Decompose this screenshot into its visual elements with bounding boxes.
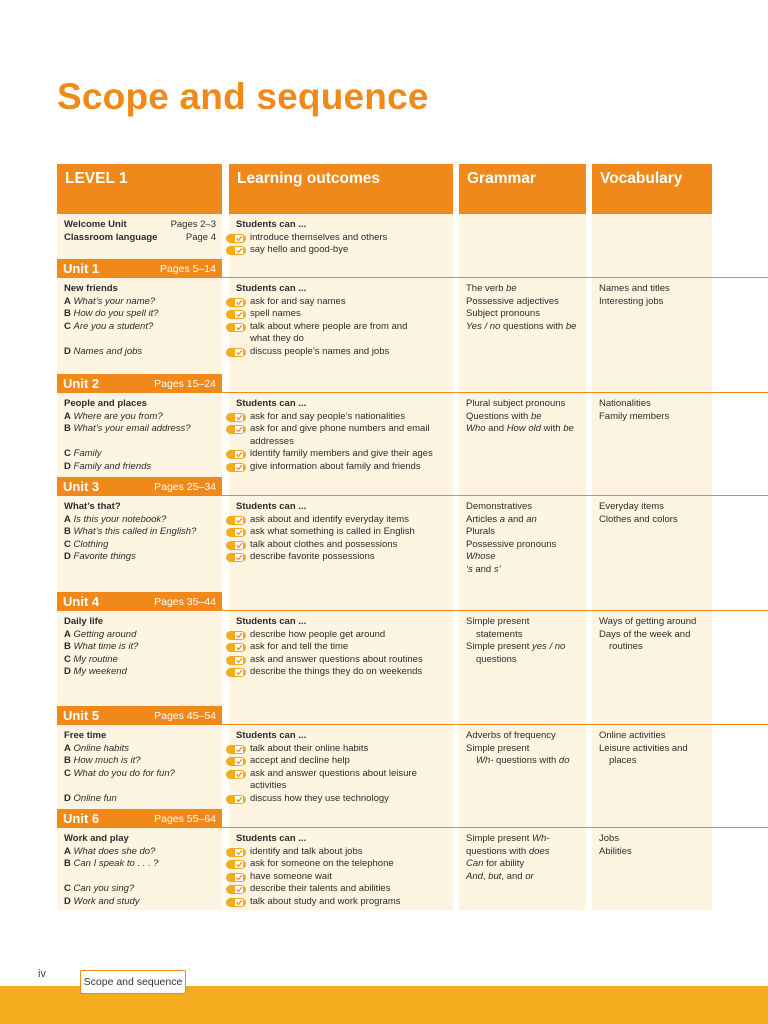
lesson-item [64, 423, 219, 436]
classroom-language-row [64, 232, 216, 245]
lesson-text: Online fun [73, 792, 117, 804]
lesson-text: Is this your notebook? [73, 513, 167, 525]
welcome-rows [64, 219, 216, 244]
outcome-text: talk about clothes and possessions [250, 538, 398, 550]
checkmark-icon [226, 348, 246, 357]
grammar-item: Plurals [466, 526, 496, 538]
lesson-text: My routine [73, 653, 118, 665]
lesson-item [64, 296, 219, 309]
checkmark-icon [226, 541, 246, 550]
vocabulary-list [599, 398, 759, 423]
grammar-list [466, 283, 588, 333]
lesson-letter: C [64, 883, 71, 895]
header-learning-outcomes: Learning outcomes [229, 164, 453, 214]
lesson-item [64, 526, 219, 539]
spacer [64, 333, 219, 346]
students-can-label: Students can ... [236, 283, 307, 294]
welcome-unit-label: Welcome Unit [64, 219, 127, 230]
lesson-item [64, 846, 219, 859]
checkmark-icon [226, 668, 246, 677]
unit-label: Unit 2 [63, 376, 100, 391]
outcome-item [236, 654, 456, 667]
vocabulary-item: Family members [599, 410, 670, 422]
vocabulary-list [599, 833, 759, 858]
unit-pages: Pages 45–54 [154, 709, 216, 722]
students-can-label: Students can ... [236, 833, 307, 844]
lesson-text: What’s this called in English? [73, 526, 197, 538]
spacer [64, 436, 219, 449]
outcome-text: ask and answer questions about routines [250, 653, 423, 665]
checkmark-icon [226, 757, 246, 766]
checkmark-icon [226, 310, 246, 319]
unit-divider [222, 827, 768, 828]
lesson-text: Work and study [73, 895, 140, 907]
lesson-item [64, 551, 219, 564]
outcome-text: ask for and say names [250, 295, 346, 307]
checkmark-icon [226, 323, 246, 332]
grammar-list [466, 398, 588, 436]
outcome-text: talk about their online habits [250, 742, 369, 754]
grammar-item: Simple present [466, 742, 530, 754]
vocabulary-item: Names and titles [599, 283, 670, 294]
students-can-label: Students can ... [236, 730, 307, 741]
lesson-title: Daily life [64, 616, 104, 627]
grammar-item: Possessive adjectives [466, 295, 559, 307]
unit-pages: Pages 15–24 [154, 377, 216, 390]
grammar-item: ’s and s’ [466, 563, 501, 575]
checkmark-icon [226, 898, 246, 907]
outcome-item [236, 871, 456, 884]
outcome-item [236, 232, 456, 245]
unit-label: Unit 4 [63, 594, 100, 609]
outcome-list [236, 398, 456, 474]
lesson-item [64, 308, 219, 321]
grammar-list [466, 730, 588, 768]
outcome-continuation: addresses [250, 435, 294, 447]
outcome-item [236, 296, 456, 309]
outcome-text: discuss how they use technology [250, 792, 389, 804]
lesson-title: Free time [64, 730, 107, 741]
outcome-continuation: activities [250, 780, 287, 792]
outcome-text: accept and decline help [250, 755, 350, 767]
grammar-item: Simple present yes / no [466, 641, 566, 653]
outcome-text: describe the things they do on weekends [250, 666, 423, 678]
lesson-letter: B [64, 641, 71, 653]
spacer [64, 780, 219, 793]
outcome-item [236, 321, 456, 334]
outcome-text: ask for and tell the time [250, 641, 349, 653]
outcome-list [236, 501, 456, 564]
outcome-item [236, 551, 456, 564]
checkmark-icon [226, 413, 246, 422]
grammar-item: Adverbs of frequency [466, 730, 556, 741]
vocabulary-item: Everyday items [599, 501, 664, 512]
checkmark-icon [226, 425, 246, 434]
grammar-item: Can for ability [466, 858, 525, 870]
vocabulary-item: Jobs [599, 833, 620, 844]
outcome-text: ask about and identify everyday items [250, 513, 409, 525]
checkmark-icon [226, 745, 246, 754]
lesson-letter: B [64, 755, 71, 767]
outcome-text: introduce themselves and others [250, 231, 388, 243]
lesson-text: Are you a student? [73, 320, 154, 332]
outcome-item [236, 411, 456, 424]
outcome-item [236, 846, 456, 859]
lesson-letter: A [64, 513, 71, 525]
lesson-letter: C [64, 448, 71, 460]
grammar-item: Yes / no questions with be [466, 320, 577, 332]
students-can-label: Students can ... [236, 501, 307, 512]
lesson-item [64, 514, 219, 527]
lesson-letter: C [64, 767, 71, 779]
outcome-item [236, 858, 456, 871]
unit-divider [222, 495, 768, 496]
outcome-item [236, 308, 456, 321]
lesson-letter: A [64, 845, 71, 857]
grammar-item: Plural subject pronouns [466, 398, 566, 409]
outcome-text: spell names [250, 308, 301, 320]
spacer [64, 871, 219, 884]
lesson-item [64, 461, 219, 474]
lesson-text: What do you do for fun? [73, 767, 175, 779]
lesson-title: People and places [64, 398, 147, 409]
vocabulary-item: routines [609, 641, 643, 653]
outcome-text: identify and talk about jobs [250, 845, 363, 857]
lesson-list [64, 283, 219, 359]
unit-divider [222, 724, 768, 725]
outcome-text: ask and answer questions about leisure [250, 767, 417, 779]
checkmark-icon [226, 770, 246, 779]
lesson-letter: D [64, 792, 71, 804]
vocabulary-item: Days of the week and [599, 628, 691, 640]
checkmark-icon [226, 848, 246, 857]
grammar-list [466, 833, 588, 883]
lesson-text: What does she do? [73, 845, 156, 857]
lesson-text: Where are you from? [73, 410, 163, 422]
outcome-list [236, 730, 456, 806]
checkmark-icon [226, 234, 246, 243]
lesson-title: What’s that? [64, 501, 121, 512]
unit-header-bar [57, 706, 222, 725]
grammar-item: Simple present Wh- [466, 833, 550, 844]
lesson-text: Online habits [73, 742, 129, 754]
unit-label: Unit 3 [63, 479, 100, 494]
grammar-item: Whose [466, 551, 496, 563]
checkmark-icon [226, 516, 246, 525]
lesson-letter: B [64, 858, 71, 870]
outcome-item [236, 514, 456, 527]
vocabulary-item: Leisure activities and [599, 742, 688, 754]
lesson-list [64, 398, 219, 474]
outcome-text: talk about study and work programs [250, 895, 401, 907]
lesson-item [64, 768, 219, 781]
vocabulary-item: Interesting jobs [599, 295, 664, 307]
outcome-item [236, 793, 456, 806]
outcome-text: describe their talents and abilities [250, 883, 391, 895]
lesson-item [64, 858, 219, 871]
lesson-list [64, 833, 219, 909]
unit-pages: Pages 55–64 [154, 812, 216, 825]
lesson-item [64, 755, 219, 768]
outcome-item [236, 743, 456, 756]
lesson-text: Clothing [73, 538, 109, 550]
lesson-letter: B [64, 308, 71, 320]
outcome-text: describe how people get around [250, 628, 386, 640]
outcome-item [236, 666, 456, 679]
lesson-item [64, 793, 219, 806]
outcome-item [236, 539, 456, 552]
vocabulary-list [599, 501, 759, 526]
lesson-item [64, 641, 219, 654]
lesson-letter: B [64, 526, 71, 538]
students-can-label: Students can ... [236, 616, 307, 627]
page-number: iv [38, 968, 46, 980]
lesson-letter: C [64, 320, 71, 332]
outcome-text: identify family members and give their ages [250, 448, 433, 460]
lesson-text: Family [73, 448, 102, 460]
grammar-list [466, 501, 588, 577]
lesson-letter: D [64, 460, 71, 472]
welcome-outcomes [236, 219, 456, 257]
lesson-letter: D [64, 895, 71, 907]
checkmark-icon [226, 860, 246, 869]
welcome-row [64, 219, 216, 232]
welcome-unit-pages: Pages 2–3 [170, 219, 216, 230]
unit-divider [222, 392, 768, 393]
header-level: LEVEL 1 [57, 164, 222, 214]
grammar-item: Subject pronouns [466, 308, 540, 320]
unit-header-bar [57, 374, 222, 393]
lesson-letter: D [64, 666, 71, 678]
lesson-text: What’s your name? [73, 295, 156, 307]
outcome-list [236, 833, 456, 909]
grammar-item: Questions with be [466, 410, 542, 422]
grammar-item: questions [476, 653, 517, 665]
outcome-text: ask for and give phone numbers and email [250, 423, 430, 435]
lesson-title: Work and play [64, 833, 129, 844]
outcome-item [236, 526, 456, 539]
outcome-text: say hello and good-bye [250, 244, 349, 256]
lesson-text: What time is it? [73, 641, 139, 653]
checkmark-icon [226, 873, 246, 882]
outcome-item [236, 461, 456, 474]
outcome-text: have someone wait [250, 870, 332, 882]
unit-pages: Pages 5–14 [159, 262, 216, 275]
outcome-text: discuss people’s names and jobs [250, 345, 390, 357]
checkmark-icon [226, 656, 246, 665]
vocabulary-item: Nationalities [599, 398, 651, 409]
lesson-text: Family and friends [73, 460, 152, 472]
checkmark-icon [226, 885, 246, 894]
unit-divider [222, 610, 768, 611]
outcome-item [236, 768, 456, 781]
lesson-item [64, 654, 219, 667]
lesson-text: How do you spell it? [73, 308, 159, 320]
lesson-list [64, 501, 219, 564]
lesson-letter: C [64, 538, 71, 550]
outcome-text: ask for someone on the telephone [250, 858, 394, 870]
lesson-text: Getting around [73, 628, 137, 640]
lesson-letter: D [64, 551, 71, 563]
grammar-item: Wh- questions with do [476, 755, 570, 767]
outcome-list [236, 283, 456, 359]
vocabulary-list [599, 283, 759, 308]
unit-label: Unit 1 [63, 261, 100, 276]
lesson-item [64, 539, 219, 552]
lesson-item [64, 346, 219, 359]
outcome-item [236, 423, 456, 436]
unit-label: Unit 5 [63, 708, 100, 723]
vocabulary-item: places [609, 755, 637, 767]
unit-header-bar [57, 477, 222, 496]
outcome-text: describe favorite possessions [250, 551, 375, 563]
checkmark-icon [226, 528, 246, 537]
outcome-item [236, 346, 456, 359]
checkmark-icon [226, 298, 246, 307]
lesson-item [64, 743, 219, 756]
lesson-list [64, 616, 219, 679]
page-title: Scope and sequence [57, 76, 429, 117]
lesson-item [64, 411, 219, 424]
students-can-label: Students can ... [236, 219, 307, 230]
header-vocabulary: Vocabulary [592, 164, 712, 214]
lesson-letter: A [64, 410, 71, 422]
outcome-item [236, 629, 456, 642]
lesson-letter: C [64, 653, 71, 665]
grammar-item: Simple present [466, 616, 530, 627]
grammar-list [466, 616, 588, 666]
outcome-text: ask what something is called in English [250, 526, 415, 538]
unit-header-bar [57, 592, 222, 611]
lesson-item [64, 896, 219, 909]
grammar-item: Articles a and an [466, 513, 537, 525]
lesson-letter: A [64, 295, 71, 307]
checkmark-icon [226, 463, 246, 472]
vocabulary-item: Clothes and colors [599, 513, 678, 525]
grammar-item: questions with does [466, 845, 550, 857]
classroom-language-pages: Page 4 [185, 231, 216, 243]
outcome-list [236, 616, 456, 679]
outcome-item [236, 641, 456, 654]
vocabulary-list [599, 730, 759, 768]
checkmark-icon [226, 795, 246, 804]
lesson-text: Can you sing? [73, 883, 135, 895]
grammar-item: Possessive pronouns [466, 538, 557, 550]
lesson-item [64, 448, 219, 461]
lesson-item [64, 629, 219, 642]
header-grammar: Grammar [459, 164, 586, 214]
lesson-item [64, 666, 219, 679]
outcome-item [236, 883, 456, 896]
grammar-item: Demonstratives [466, 501, 532, 512]
unit-label: Unit 6 [63, 811, 100, 826]
outcome-item [236, 448, 456, 461]
col-bg-vocabulary [592, 214, 712, 910]
checkmark-icon [226, 631, 246, 640]
grammar-item: And, but, and or [466, 870, 534, 882]
unit-header-bar [57, 809, 222, 828]
classroom-language-label: Classroom language [64, 231, 158, 243]
unit-pages: Pages 25–34 [154, 480, 216, 493]
outcome-text: ask for and say people’s nationalities [250, 410, 406, 422]
lesson-letter: A [64, 628, 71, 640]
lesson-text: Can I speak to . . . ? [73, 858, 159, 870]
outcome-item [236, 896, 456, 909]
grammar-item: statements [476, 628, 523, 640]
outcome-text: give information about family and friends [250, 460, 421, 472]
vocabulary-list [599, 616, 759, 654]
grammar-item: The verb be [466, 283, 517, 294]
lesson-letter: D [64, 345, 71, 357]
vocabulary-item: Online activities [599, 730, 666, 741]
unit-divider [222, 277, 768, 278]
unit-pages: Pages 35–44 [154, 595, 216, 608]
lesson-item [64, 883, 219, 896]
outcome-item [236, 755, 456, 768]
outcome-text: talk about where people are from and [250, 320, 408, 332]
lesson-text: Favorite things [73, 551, 136, 563]
vocabulary-item: Abilities [599, 845, 632, 857]
lesson-letter: A [64, 742, 71, 754]
checkmark-icon [226, 553, 246, 562]
students-can-label: Students can ... [236, 398, 307, 409]
outcome-continuation: what they do [250, 333, 304, 345]
lesson-text: Names and jobs [73, 345, 143, 357]
lesson-title: New friends [64, 283, 118, 294]
checkmark-icon [226, 246, 246, 255]
grammar-item: Who and How old with be [466, 423, 574, 435]
checkmark-icon [226, 450, 246, 459]
lesson-text: What’s your email address? [73, 423, 191, 435]
unit-header-bar [57, 259, 222, 278]
footer-label: Scope and sequence [80, 970, 186, 994]
lesson-text: My weekend [73, 666, 127, 678]
lesson-list [64, 730, 219, 806]
outcome-item [236, 244, 456, 257]
checkmark-icon [226, 643, 246, 652]
lesson-text: How much is it? [73, 755, 141, 767]
lesson-item [64, 321, 219, 334]
vocabulary-item: Ways of getting around [599, 616, 697, 627]
lesson-letter: B [64, 423, 71, 435]
